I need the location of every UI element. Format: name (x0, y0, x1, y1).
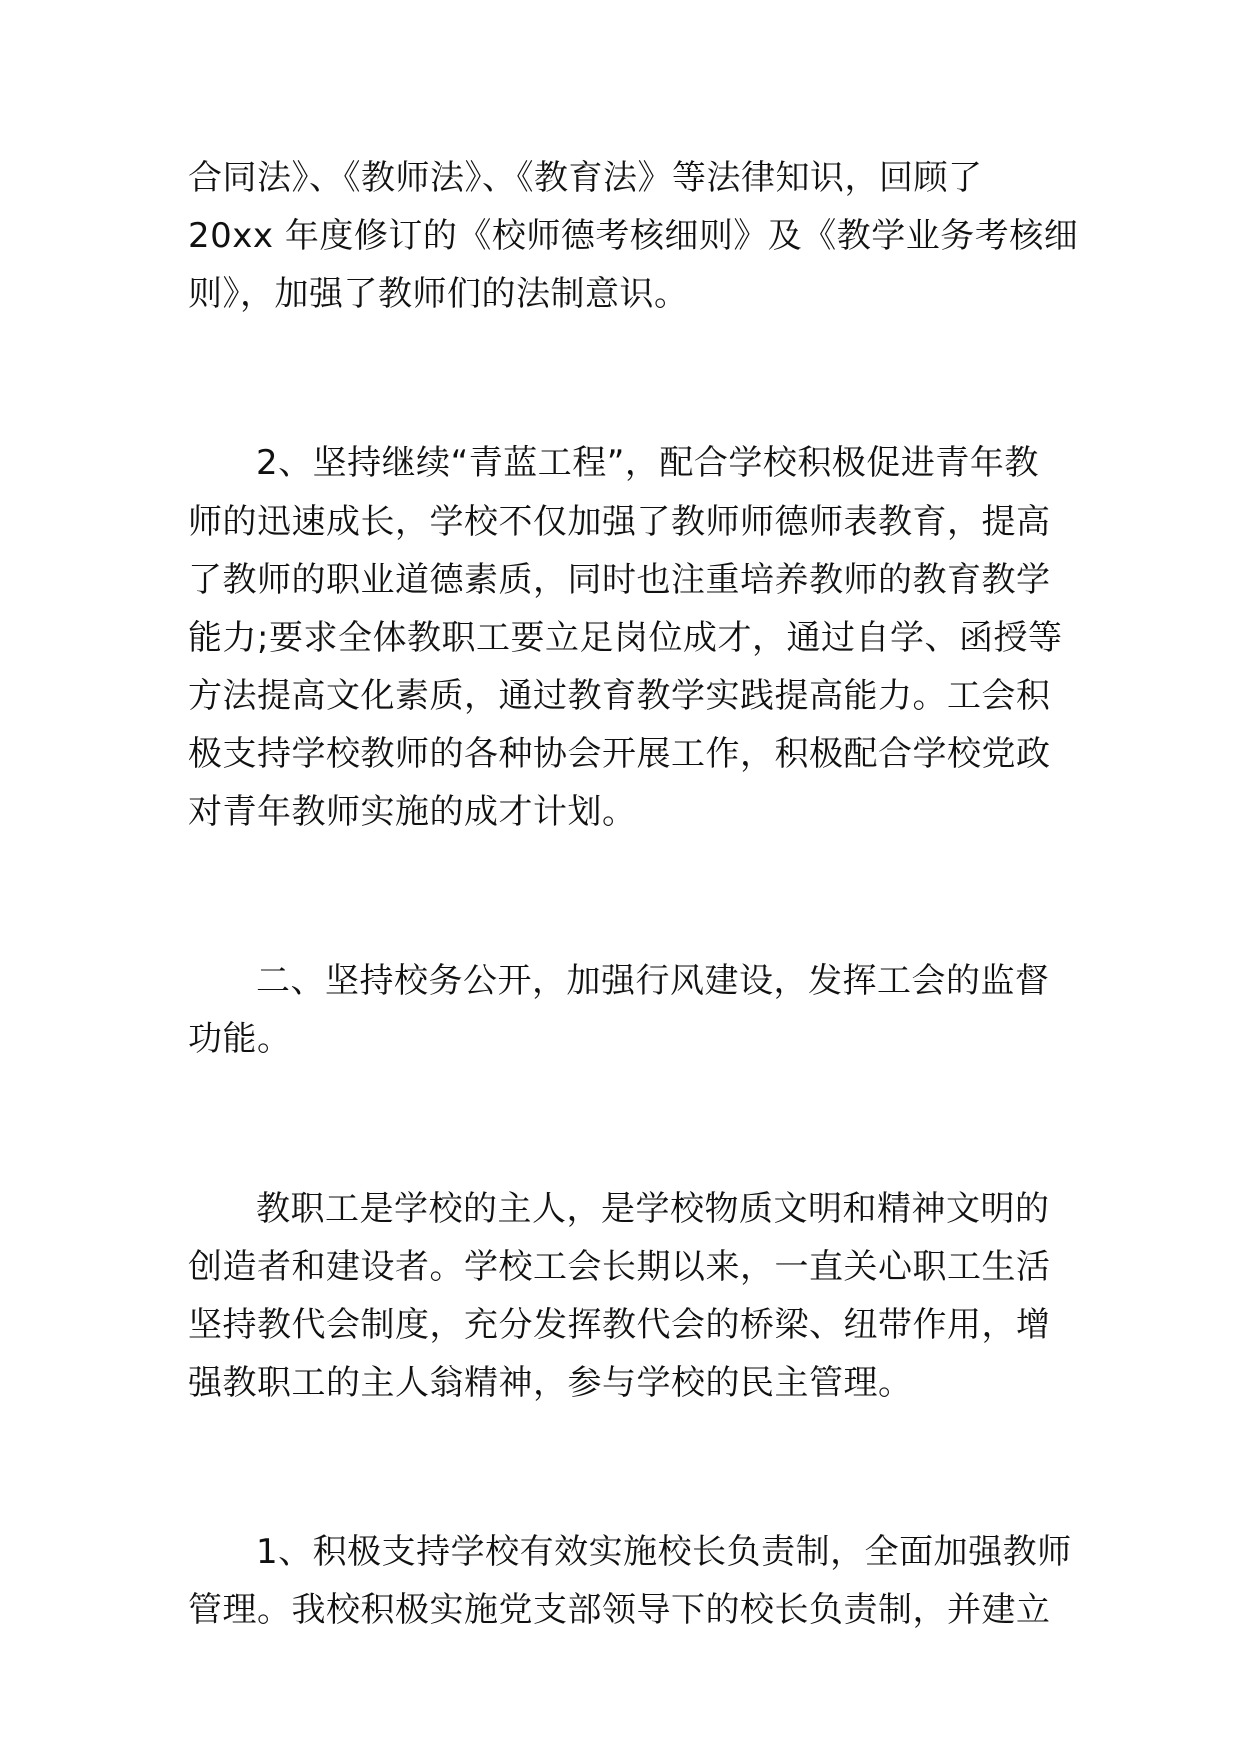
paragraph-4-line-3: 坚持教代会制度，充分发挥教代会的桥梁、纽带作用，增 (188, 1305, 1051, 1345)
paragraph-1-line-2: 20xx 年度修订的《校师德考核细则》及《教学业务考核细 (188, 216, 1079, 256)
paragraph-3-line-1: 二、坚持校务公开，加强行风建设，发挥工会的监督 (256, 961, 1050, 1001)
paragraph-4-line-4: 强教职工的主人翁精神，参与学校的民主管理。 (188, 1363, 913, 1403)
paragraph-3-line-2: 功能。 (188, 1019, 292, 1059)
paragraph-2-line-4: 能力;要求全体教职工要立足岗位成才，通过自学、函授等 (188, 618, 1063, 658)
paragraph-1-line-1: 合同法》、《教师法》、《教育法》等法律知识，回顾了 (188, 158, 983, 198)
paragraph-1-line-3: 则》，加强了教师们的法制意识。 (188, 274, 689, 314)
paragraph-4-line-1: 教职工是学校的主人，是学校物质文明和精神文明的 (256, 1189, 1050, 1229)
paragraph-2-line-7: 对青年教师实施的成才计划。 (188, 792, 637, 832)
paragraph-2-line-2: 师的迅速成长，学校不仅加强了教师师德师表教育，提高 (188, 502, 1051, 542)
paragraph-4-line-2: 创造者和建设者。学校工会长期以来，一直关心职工生活 (188, 1247, 1051, 1287)
paragraph-2-line-6: 极支持学校教师的各种协会开展工作，积极配合学校党政 (188, 734, 1051, 774)
paragraph-2-line-1: 2、坚持继续“青蓝工程”，配合学校积极促进青年教 (256, 443, 1039, 483)
paragraph-5-line-2: 管理。我校积极实施党支部领导下的校长负责制，并建立 (188, 1590, 1051, 1630)
paragraph-2-line-3: 了教师的职业道德素质，同时也注重培养教师的教育教学 (188, 560, 1051, 600)
paragraph-2-line-5: 方法提高文化素质，通过教育教学实践提高能力。工会积 (188, 676, 1051, 716)
paragraph-5-line-1: 1、积极支持学校有效实施校长负责制，全面加强教师 (256, 1532, 1072, 1572)
